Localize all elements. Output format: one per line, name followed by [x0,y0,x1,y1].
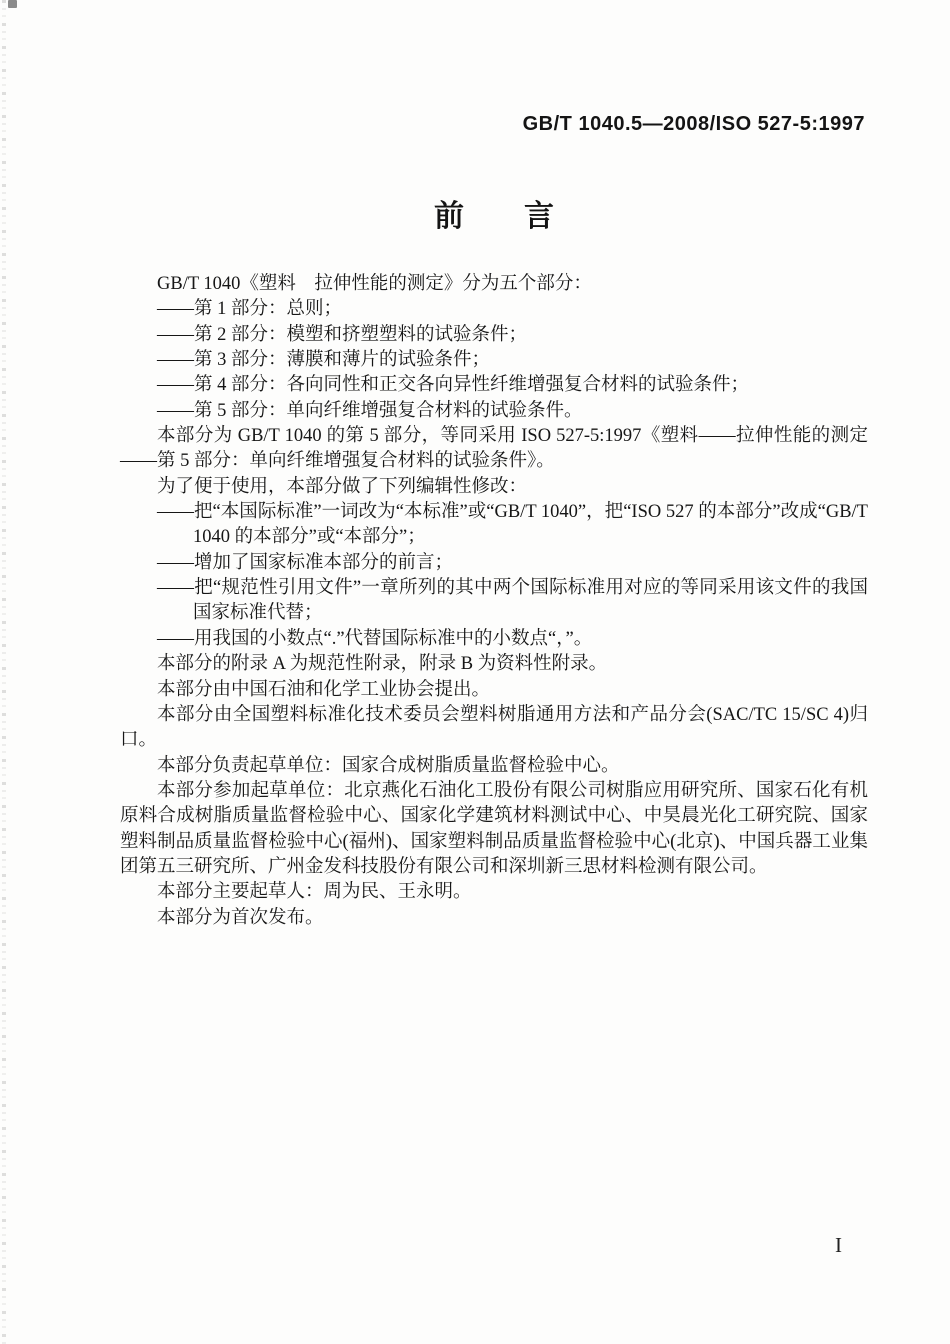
foreword-paragraph: 本部分主要起草人：周为民、王永明。 [157,882,472,903]
standard-code-header: GB/T 1040.5—2008/ISO 527-5:1997 [522,113,865,135]
foreword-paragraph: ——第 4 部分：各向同性和正交各向异性纤维增强复合材料的试验条件； [157,375,750,396]
foreword-title: 前 言 [434,200,554,233]
foreword-paragraph: 为了便于使用，本部分做了下列编辑性修改： [157,476,528,497]
foreword-paragraph: ——第 2 部分：模塑和挤塑塑料的试验条件； [157,324,528,345]
foreword-paragraph: ——用我国的小数点“.”代替国际标准中的小数点“，”。 [157,628,593,649]
foreword-paragraph: 本部分的附录 A 为规范性附录，附录 B 为资料性附录。 [157,654,608,675]
foreword-paragraph: 本部分由全国塑料标准化技术委员会塑料树脂通用方法和产品分会(SAC/TC 15/SC 4)归口。 [120,704,868,751]
foreword-paragraph: 本部分由中国石油和化学工业协会提出。 [157,679,491,700]
foreword-paragraph: ——第 5 部分：单向纤维增强复合材料的试验条件。 [157,400,583,421]
foreword-paragraph: ——增加了国家标准本部分的前言； [157,552,454,573]
foreword-paragraph: 本部分负责起草单位：国家合成树脂质量监督检验中心。 [157,755,620,776]
foreword-paragraph: 本部分为 GB/T 1040 的第 5 部分，等同采用 ISO 527-5:1997《塑料——拉伸性能的测定——第 5 部分：单向纤维增强复合材料的试验条件》。 [120,426,868,472]
foreword-paragraph: GB/T 1040《塑料 拉伸性能的测定》分为五个部分： [157,274,592,294]
scan-noise-left-edge [2,0,6,1344]
foreword-paragraph: ——第 1 部分：总则； [157,299,343,320]
foreword-paragraph: ——第 3 部分：薄膜和薄片的试验条件； [157,350,491,371]
foreword-paragraph: 本部分参加起草单位：北京燕化石油化工股份有限公司树脂应用研究所、国家石化有机原料合成树脂质量监督检验中心、国家化学建筑材料测试中心、中昊晨光化工研究院、国家塑料制品质量监督检验中心(福州)、国家塑料制品质量监督检验中心(北京)、中国兵器工业集团第五三研究所、广州金发科技股份有限公司和深圳新三思材料检测有限公司。 [120,780,868,877]
foreword-paragraph: ——把“规范性引用文件”一章所列的其中两个国际标准用对应的等同采用该文件的我国国家标准代替； [157,578,868,624]
foreword-paragraph: ——把“本国际标准”一词改为“本标准”或“GB/T 1040”，把“ISO 527 的本部分”改成“GB/T 1040 的本部分”或“本部分”； [157,502,868,548]
scan-speck-top-left [8,0,17,8]
foreword-paragraph: 本部分为首次发布。 [157,907,324,928]
page-number: I [835,1233,842,1257]
foreword-content [120,272,868,931]
